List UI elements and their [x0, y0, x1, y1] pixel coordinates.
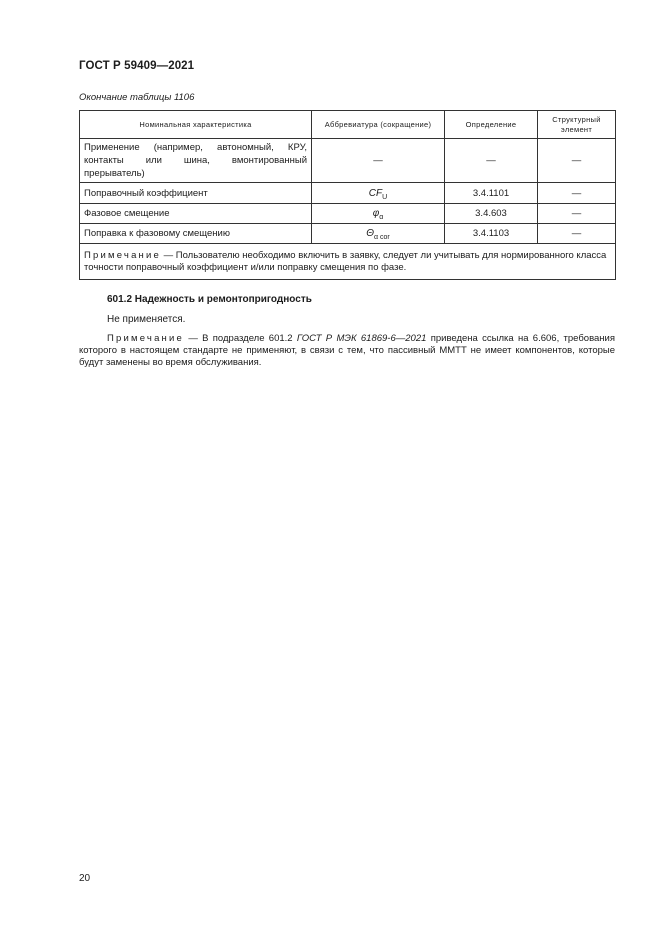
table-header-row — [80, 111, 616, 139]
cell-characteristic: Фазовое смещение — [80, 204, 312, 224]
table-row — [80, 224, 616, 244]
standard-reference: ГОСТ Р МЭК 61869-6—2021 — [296, 333, 427, 344]
cell-structural-element: — — [538, 224, 616, 244]
table-row — [80, 204, 616, 224]
table-note-row — [80, 244, 616, 280]
cell-structural-element: — — [538, 204, 616, 224]
cell-definition: 3.4.603 — [445, 204, 538, 224]
cell-definition: 3.4.1103 — [445, 224, 538, 244]
note-text-start: — В подразделе 601.2 — [184, 333, 297, 344]
cell-structural-element: — — [538, 139, 616, 183]
symbol-main: CF — [368, 187, 383, 199]
note-text-end: приведена ссылка на 6.606, требования которого в настоящем стандарте не применяют, в связи с тем, что пассивный ММТТ не имеет компонентов, которые будут заменены во время обслуживания. — [79, 333, 615, 368]
column-header-definition: Определение — [445, 111, 538, 139]
symbol-main: φ — [372, 208, 380, 219]
table-note — [80, 244, 616, 280]
column-header-structural-element: Структурный элемент — [538, 111, 616, 139]
note-label: Примечание — [84, 249, 161, 261]
characteristics-table — [79, 110, 616, 280]
cell-characteristic: Применение (например, автономный, КРУ, контакты или шина, вмонтированный прерыватель) — [80, 139, 312, 183]
cell-definition: — — [445, 139, 538, 183]
table-row — [80, 139, 616, 183]
symbol-subscript: α cor — [374, 234, 390, 241]
page-number: 20 — [79, 873, 91, 884]
symbol-subscript: α — [379, 214, 384, 221]
cell-structural-element: — — [538, 183, 616, 204]
symbol-subscript: U — [382, 193, 388, 201]
note-text: — Пользователю необходимо включить в заявку, следует ли учитывать для нормированного класса точности поправочный коэффициент и/или поправку смещения по фазе. — [84, 249, 607, 273]
column-header-characteristic: Номинальная характеристика — [80, 111, 312, 139]
column-header-abbreviation: Аббревиатура (сокращение) — [312, 111, 445, 139]
table-row — [80, 183, 616, 204]
cell-characteristic: Поправочный коэффициент — [80, 183, 312, 204]
cell-abbreviation — [312, 183, 445, 204]
table-caption: Окончание таблицы 1106 — [79, 92, 195, 103]
cell-abbreviation — [312, 204, 445, 224]
section-paragraph: Не применяется. — [107, 314, 186, 325]
cell-definition: 3.4.1101 — [445, 183, 538, 204]
note-label: Примечание — [107, 333, 184, 344]
cell-abbreviation — [312, 224, 445, 244]
cell-characteristic: Поправка к фазовому смещению — [80, 224, 312, 244]
section-heading: 601.2 Надежность и ремонтопригодность — [107, 294, 312, 305]
symbol-main: Θ — [366, 228, 375, 239]
section-note — [79, 333, 615, 369]
document-id: ГОСТ Р 59409—2021 — [79, 60, 195, 72]
cell-abbreviation: — — [312, 139, 445, 183]
